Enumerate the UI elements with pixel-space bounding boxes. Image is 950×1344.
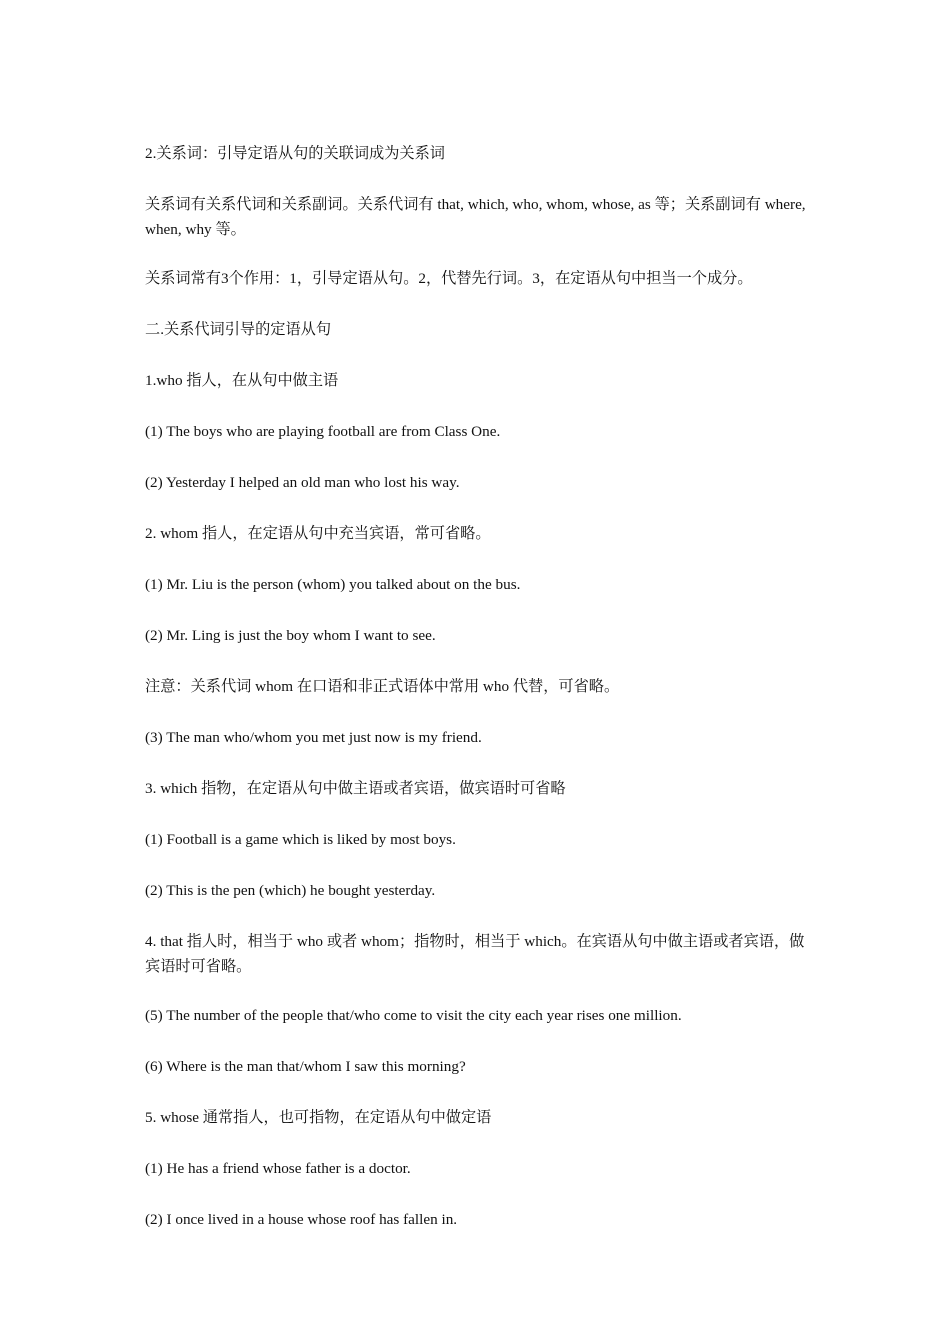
heading-relative-words: 2.关系词：引导定语从句的关联词成为关系词: [145, 145, 445, 162]
example-who-1: (1) The boys who are playing football are from Class One.: [145, 423, 501, 440]
example-that-6: (6) Where is the man that/whom I saw this morning?: [145, 1058, 466, 1075]
example-whose-1: (1) He has a friend whose father is a doctor.: [145, 1160, 411, 1177]
heading-whose: 5. whose 通常指人，也可指物，在定语从句中做定语: [145, 1109, 492, 1126]
example-which-1: (1) Football is a game which is liked by most boys.: [145, 831, 456, 848]
heading-that: 4. that 指人时，相当于 who 或者 whom；指物时，相当于 which。在宾语从句中做主语或者宾语，做宾语时可省略。: [145, 933, 805, 975]
example-whom-1: (1) Mr. Liu is the person (whom) you talked about on the bus.: [145, 576, 521, 593]
example-that-5: (5) The number of the people that/who come to visit the city each year rises one million.: [145, 1007, 682, 1024]
example-whom-3: (3) The man who/whom you met just now is my friend.: [145, 729, 482, 746]
document-body: [145, 141, 813, 1258]
paragraph-relative-pronouns-adverbs: 关系词有关系代词和关系副词。关系代词有 that, which, who, whom, whose, as 等；关系副词有 where, when, why 等。: [145, 196, 806, 238]
section-heading-pronoun-clauses: 二.关系代词引导的定语从句: [145, 321, 332, 338]
example-which-2: (2) This is the pen (which) he bought yesterday.: [145, 882, 436, 899]
heading-which: 3. which 指物，在定语从句中做主语或者宾语，做宾语时可省略: [145, 780, 566, 797]
paragraph-three-functions: 关系词常有3个作用：1，引导定语从句。2，代替先行词。3，在定语从句中担当一个成分。: [145, 270, 753, 287]
example-who-2: (2) Yesterday I helped an old man who lost his way.: [145, 474, 460, 491]
heading-whom: 2. whom 指人，在定语从句中充当宾语，常可省略。: [145, 525, 491, 542]
note-whom: 注意：关系代词 whom 在口语和非正式语体中常用 who 代替，可省略。: [145, 678, 620, 695]
heading-who: 1.who 指人，在从句中做主语: [145, 372, 339, 389]
example-whom-2: (2) Mr. Ling is just the boy whom I want to see.: [145, 627, 436, 644]
example-whose-2: (2) I once lived in a house whose roof has fallen in.: [145, 1211, 458, 1228]
